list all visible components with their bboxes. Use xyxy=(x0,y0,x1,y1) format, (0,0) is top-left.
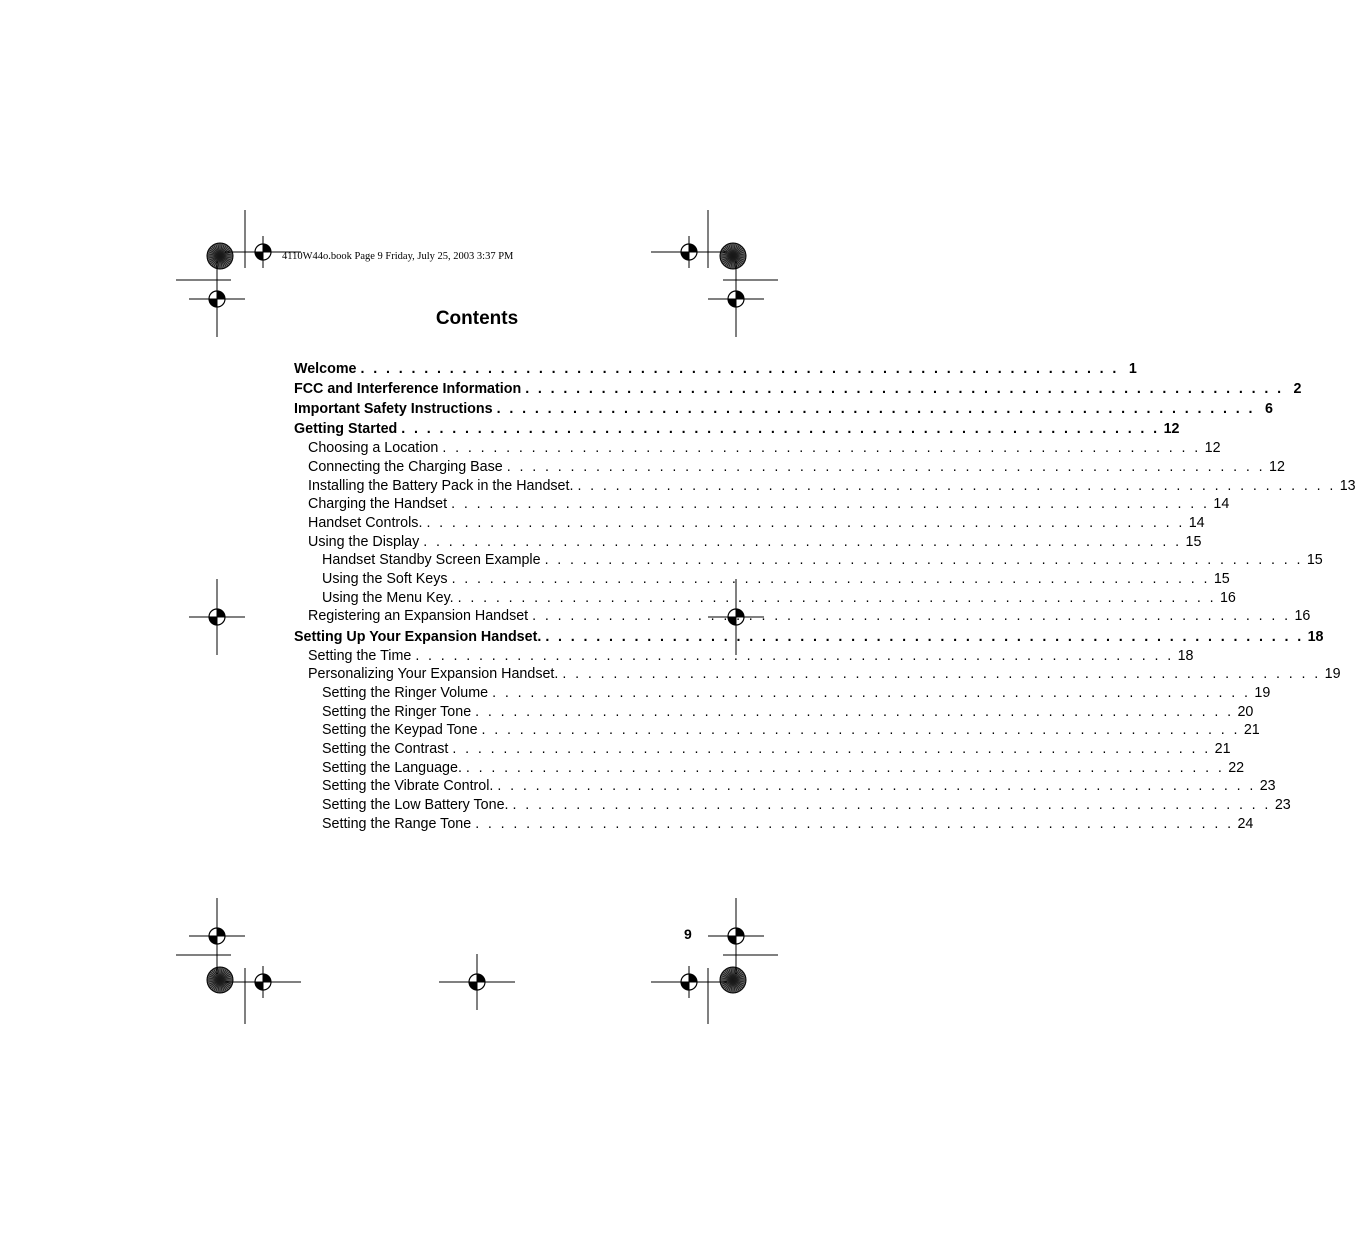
toc-entry-page: 19 xyxy=(1254,685,1271,701)
toc-entry[interactable] xyxy=(322,722,1260,741)
toc-entry-title: Setting Up Your Expansion Handset. xyxy=(294,629,542,645)
toc-entry[interactable] xyxy=(308,496,1230,515)
toc-entry[interactable] xyxy=(322,685,1271,704)
toc-leader-dots: . . . . . . . . . . . . . . . . . . . . . . . . . . . . . . . . . . . . . . . . . . . . . . . . . . . . . . . . . . . . xyxy=(577,478,1336,494)
toc-entry-title: Installing the Battery Pack in the Handset. xyxy=(308,478,574,494)
toc-entry-page: 18 xyxy=(1177,648,1194,664)
toc-entry-page: 14 xyxy=(1213,496,1230,512)
toc-leader-dots: . . . . . . . . . . . . . . . . . . . . . . . . . . . . . . . . . . . . . . . . . . . . . . . . . . . . . . . . . . . . xyxy=(475,816,1234,832)
toc-entry-title: Setting the Time xyxy=(308,648,412,664)
toc-leader-dots: . . . . . . . . . . . . . . . . . . . . . . . . . . . . . . . . . . . . . . . . . . . . . . . . . . . . . . . . . . . . xyxy=(497,778,1256,794)
toc-entry[interactable] xyxy=(308,534,1202,553)
toc-entry[interactable] xyxy=(322,816,1254,835)
toc-leader-dots: . . . . . . . . . . . . . . . . . . . . . . . . . . . . . . . . . . . . . . . . . . . . . . . . . . . . . . . . . . . . xyxy=(496,401,1255,417)
toc-entry-page: 16 xyxy=(1294,608,1311,624)
toc-leader-dots: . . . . . . . . . . . . . . . . . . . . . . . . . . . . . . . . . . . . . . . . . . . . . . . . . . . . . . . . . . . . xyxy=(512,797,1271,813)
toc-entry-title: Connecting the Charging Base xyxy=(308,459,503,475)
toc-entry-page: 15 xyxy=(1185,534,1202,550)
toc-entry-title: Using the Display xyxy=(308,534,420,550)
toc-entry[interactable] xyxy=(294,421,1180,440)
toc-entry-page: 23 xyxy=(1259,778,1276,794)
toc-leader-dots: . . . . . . . . . . . . . . . . . . . . . . . . . . . . . . . . . . . . . . . . . . . . . . . . . . . . . . . . . . . . xyxy=(465,760,1225,776)
toc-entry-title: Setting the Ringer Volume xyxy=(322,685,489,701)
toc-leader-dots: . . . . . . . . . . . . . . . . . . . . . . . . . . . . . . . . . . . . . . . . . . . . . . . . . . . . . . . . . . . . xyxy=(481,722,1240,738)
toc-entry[interactable] xyxy=(294,629,1324,648)
toc-entry-title: Setting the Range Tone xyxy=(322,816,472,832)
toc-entry-title: Welcome xyxy=(294,361,357,377)
toc-entry-title: Setting the Vibrate Control. xyxy=(322,778,494,794)
toc-entry[interactable] xyxy=(294,401,1273,420)
toc-leader-dots: . . . . . . . . . . . . . . . . . . . . . . . . . . . . . . . . . . . . . . . . . . . . . . . . . . . . . . . . . . . . xyxy=(492,685,1251,701)
toc-entry[interactable] xyxy=(308,459,1285,478)
toc-entry[interactable] xyxy=(322,797,1291,816)
toc-entry-page: 12 xyxy=(1204,440,1221,456)
toc-entry-title: Setting the Language. xyxy=(322,760,462,776)
toc-leader-dots: . . . . . . . . . . . . . . . . . . . . . . . . . . . . . . . . . . . . . . . . . . . . . . . . . . . . . . . . . . . . xyxy=(475,704,1234,720)
toc-leader-dots: . . . . . . . . . . . . . . . . . . . . . . . . . . . . . . . . . . . . . . . . . . . . . . . . . . . . . . . . . . . . xyxy=(415,648,1174,664)
toc-leader-dots: . . . . . . . . . . . . . . . . . . . . . . . . . . . . . . . . . . . . . . . . . . . . . . . . . . . . . . . . . . . . xyxy=(544,552,1303,568)
toc-entry-title: Handset Controls. xyxy=(308,515,423,531)
toc-entry-page: 21 xyxy=(1214,741,1231,757)
toc-leader-dots: . . . . . . . . . . . . . . . . . . . . . . . . . . . . . . . . . . . . . . . . . . . . . . . . . . . . . . . . . . . . xyxy=(525,381,1284,397)
toc-entry[interactable] xyxy=(308,608,1311,627)
toc-entry-title: Personalizing Your Expansion Handset. xyxy=(308,666,559,682)
toc-entry[interactable] xyxy=(322,571,1230,590)
toc-entry-title: FCC and Interference Information xyxy=(294,381,522,397)
toc-leader-dots: . . . . . . . . . . . . . . . . . . . . . . . . . . . . . . . . . . . . . . . . . . . . . . . . . . . . . . . . . . . . xyxy=(452,741,1211,757)
toc-leader-dots: . . . . . . . . . . . . . . . . . . . . . . . . . . . . . . . . . . . . . . . . . . . . . . . . . . . . . . . . . . . . xyxy=(426,515,1185,531)
toc-entry-title: Setting the Low Battery Tone. xyxy=(322,797,509,813)
toc-leader-dots: . . . . . . . . . . . . . . . . . . . . . . . . . . . . . . . . . . . . . . . . . . . . . . . . . . . . . . . . . . . . xyxy=(545,629,1304,645)
toc-entry[interactable] xyxy=(322,760,1245,779)
page-number: 9 xyxy=(684,926,692,942)
toc-leader-dots: . . . . . . . . . . . . . . . . . . . . . . . . . . . . . . . . . . . . . . . . . . . . . . . . . . . . . . . . . . . . xyxy=(451,496,1210,512)
toc-entry-title: Setting the Ringer Tone xyxy=(322,704,472,720)
toc-entry-title: Using the Menu Key. xyxy=(322,590,454,606)
toc-entry[interactable] xyxy=(322,552,1323,571)
toc-entry-title: Registering an Expansion Handset xyxy=(308,608,529,624)
toc-entry[interactable] xyxy=(322,590,1236,609)
toc-entry-page: 23 xyxy=(1274,797,1291,813)
toc-entry-page: 16 xyxy=(1219,590,1236,606)
toc-entry-page: 15 xyxy=(1306,552,1323,568)
toc-entry-page: 24 xyxy=(1237,816,1254,832)
toc-entry-page: 14 xyxy=(1188,515,1205,531)
toc-entry-title: Handset Standby Screen Example xyxy=(322,552,541,568)
toc-entry-page: 12 xyxy=(1269,459,1285,475)
toc-entry-title: Using the Soft Keys xyxy=(322,571,448,587)
toc-entry-title: Setting the Contrast xyxy=(322,741,449,757)
toc-leader-dots: . . . . . . . . . . . . . . . . . . . . . . . . . . . . . . . . . . . . . . . . . . . . . . . . . . . . . . . . . . . . xyxy=(423,534,1182,550)
toc-entry-title: Setting the Keypad Tone xyxy=(322,722,478,738)
toc-leader-dots: . . . . . . . . . . . . . . . . . . . . . . . . . . . . . . . . . . . . . . . . . . . . . . . . . . . . . . . . . . . . xyxy=(442,440,1201,456)
toc-entry[interactable] xyxy=(294,361,1137,380)
toc-entry[interactable] xyxy=(294,381,1302,400)
toc-entry-page: 19 xyxy=(1324,666,1341,682)
toc-entry[interactable] xyxy=(308,515,1205,534)
toc-leader-dots: . . . . . . . . . . . . . . . . . . . . . . . . . . . . . . . . . . . . . . . . . . . . . . . . . . . . . . . . . . . . xyxy=(401,421,1160,437)
toc-entry[interactable] xyxy=(308,440,1221,459)
toc-entry-page: 15 xyxy=(1213,571,1230,587)
toc-entry[interactable] xyxy=(322,741,1231,760)
toc-entry-page: 21 xyxy=(1243,722,1260,738)
toc-entry-page: 18 xyxy=(1307,629,1324,645)
toc-entry-page: 12 xyxy=(1163,421,1180,437)
toc-leader-dots: . . . . . . . . . . . . . . . . . . . . . . . . . . . . . . . . . . . . . . . . . . . . . . . . . . . . . . . . . . . . xyxy=(360,361,1119,377)
toc-entry-page: 1 xyxy=(1128,361,1137,377)
print-slug: 4110W44o.book Page 9 Friday, July 25, 2003 3:37 PM xyxy=(282,251,514,262)
toc-entry-page: 13 xyxy=(1339,478,1356,494)
page-title: Contents xyxy=(435,308,519,329)
toc-entry-page: 6 xyxy=(1264,401,1273,417)
toc-entry-page: 22 xyxy=(1228,760,1245,776)
toc-entry-title: Important Safety Instructions xyxy=(294,401,493,417)
toc-entry[interactable] xyxy=(322,778,1276,797)
toc-leader-dots: . . . . . . . . . . . . . . . . . . . . . . . . . . . . . . . . . . . . . . . . . . . . . . . . . . . . . . . . . . . . xyxy=(457,590,1216,606)
toc-entry[interactable] xyxy=(322,704,1254,723)
toc-entry-title: Charging the Handset xyxy=(308,496,448,512)
toc-leader-dots: . . . . . . . . . . . . . . . . . . . . . . . . . . . . . . . . . . . . . . . . . . . . . . . . . . . . . . . . . . . . xyxy=(562,666,1321,682)
toc-entry-title: Choosing a Location xyxy=(308,440,439,456)
toc-leader-dots: . . . . . . . . . . . . . . . . . . . . . . . . . . . . . . . . . . . . . . . . . . . . . . . . . . . . . . . . . . . . xyxy=(451,571,1210,587)
toc-entry-page: 20 xyxy=(1237,704,1254,720)
toc-entry[interactable] xyxy=(308,666,1341,685)
toc-entry[interactable] xyxy=(308,648,1194,667)
toc-entry-page: 2 xyxy=(1293,381,1302,397)
toc-entry[interactable] xyxy=(308,478,1356,497)
toc-leader-dots: . . . . . . . . . . . . . . . . . . . . . . . . . . . . . . . . . . . . . . . . . . . . . . . . . . . . . . . . . . . . xyxy=(532,608,1291,624)
toc-leader-dots: . . . . . . . . . . . . . . . . . . . . . . . . . . . . . . . . . . . . . . . . . . . . . . . . . . . . . . . . . . . . xyxy=(506,459,1266,475)
toc-entry-title: Getting Started xyxy=(294,421,398,437)
